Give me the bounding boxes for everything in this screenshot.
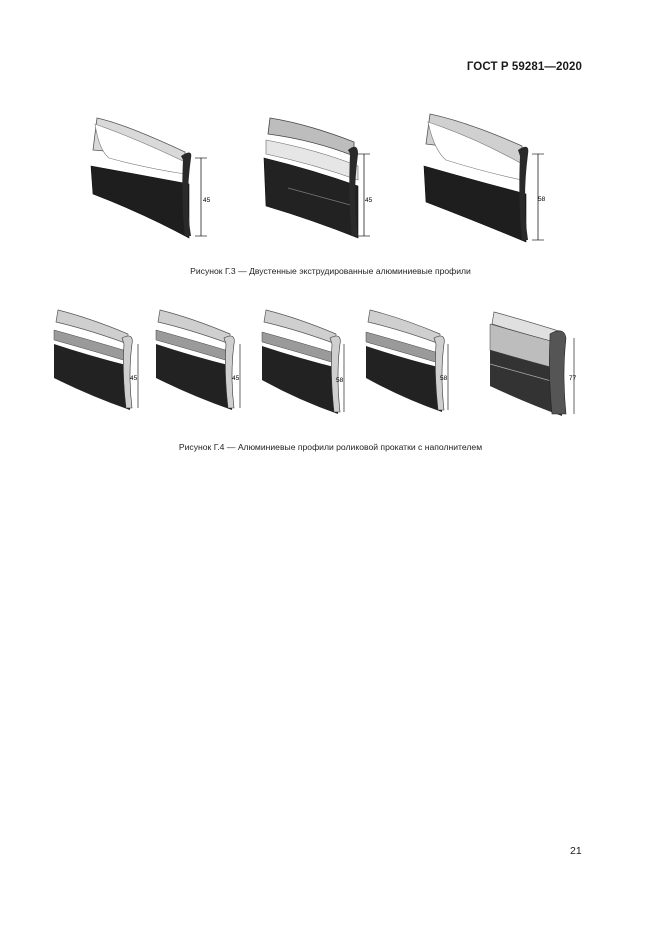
dimension-label: 45	[365, 197, 373, 204]
figure-g3-caption: Рисунок Г.3 — Двустенные экструдированные алюминиевые профили	[190, 266, 471, 276]
profile-drawing	[85, 110, 215, 250]
dimension-label: 77	[569, 375, 577, 382]
profile-drawing	[50, 304, 145, 424]
document-code-header: ГОСТ Р 59281—2020	[466, 61, 582, 73]
figure-g4	[0, 304, 661, 424]
profile-drawing	[152, 304, 247, 424]
dimension-label: 45	[203, 197, 211, 204]
profile-drawing	[418, 110, 548, 250]
dimension-label: 58	[538, 196, 546, 203]
dimension-label: 58	[440, 375, 448, 382]
page-number: 21	[570, 845, 582, 857]
figure-g4-caption: Рисунок Г.4 — Алюминиевые профили роликовой прокатки с наполнителем	[178, 442, 483, 452]
profile-drawing	[258, 304, 353, 424]
dimension-label: 58	[336, 377, 344, 384]
dimension-label: 45	[232, 375, 240, 382]
figure-g3	[0, 110, 661, 250]
profile-drawing	[484, 304, 584, 427]
profile-drawing	[258, 110, 388, 250]
dimension-label: 45	[130, 375, 138, 382]
profile-drawing	[362, 304, 457, 424]
